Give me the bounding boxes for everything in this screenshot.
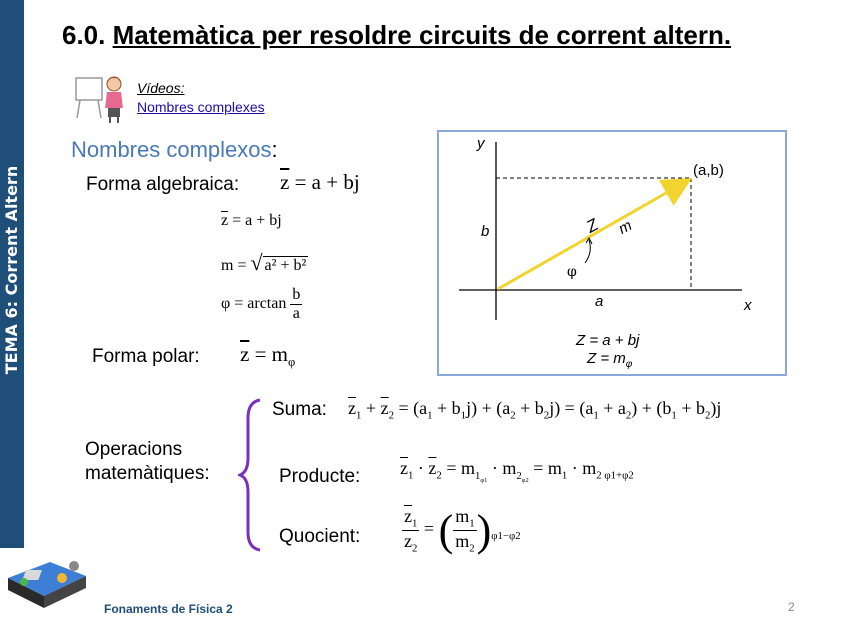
footer-text: Fonaments de Física 2 — [104, 602, 233, 616]
b-label: b — [481, 223, 490, 240]
producte-label: Producte: — [279, 466, 361, 487]
forma-polar-label: Forma polar: — [92, 346, 200, 367]
y-axis-label: y — [477, 135, 485, 152]
formula-phi — [221, 286, 302, 323]
circuit-logo-icon — [0, 548, 90, 612]
x-axis-label: x — [744, 297, 752, 314]
videos-link[interactable]: Nombres complexes — [137, 99, 265, 115]
title-text: Matemàtica per resoldre circuits de corrent altern. — [112, 20, 732, 50]
title-number: 6.0. — [62, 20, 106, 50]
section-heading-text: Nombres complexos — [71, 137, 272, 162]
operations-label — [85, 438, 210, 486]
formula-phi-num: b — [292, 286, 301, 303]
z-label: Z — [583, 215, 602, 237]
forma-algebraica-eq: $\overline{z} = a$ + bj — [280, 170, 360, 194]
point-label: (a,b) — [693, 162, 724, 179]
formula-z: $\overline{z} = a$ + bj — [221, 212, 282, 229]
phi-arc — [585, 240, 590, 263]
suma-eq: $\overline{z}_1 + \overline{z}_2 = (a_1 + b_1j) + (a_2 + b_2j) = (a_1 + a_2) + (b_1 + b_2)j$ — [348, 398, 722, 422]
complex-plane-svg — [437, 130, 787, 376]
m-label: m — [615, 216, 635, 238]
quocient-eq: $\frac{\overline{z}_1}{\overline{z}_2}$ = ( $\frac{m_1}{m_2}$ )$_{\varphi 1-\varphi 2}$ — [404, 506, 521, 555]
formula-m-prefix: m = — [221, 257, 251, 274]
teacher-icon — [72, 72, 130, 124]
caption-line2: $Z = m_\varphi$ — [587, 350, 633, 370]
formula-phi-den: a — [292, 305, 300, 322]
operations-brace — [238, 396, 268, 554]
sidebar-label: TEMA 6: Corrent Altern — [2, 165, 21, 375]
section-heading-colon: : — [271, 137, 278, 162]
phi-label: φ — [567, 264, 577, 280]
quocient-label: Quocient: — [279, 526, 361, 547]
a-label: a — [595, 293, 604, 310]
section-heading — [71, 137, 278, 163]
formula-phi-prefix: φ = arctan — [221, 295, 287, 313]
forma-algebraica-label: Forma algebraica: — [86, 174, 240, 195]
suma-label: Suma: — [272, 399, 327, 420]
caption-line1: Z = a + bj — [576, 332, 640, 349]
videos-label: Vídeos: — [137, 80, 185, 96]
forma-polar-sub: φ — [288, 355, 296, 370]
forma-polar-eq: $\overline{z} = m_\varphi$ — [240, 342, 296, 370]
formula-m-radicand: a² + b² — [264, 257, 307, 274]
page-number: 2 — [788, 600, 795, 614]
producte-eq: $\overline{z}_1 \cdot \overline{z}_2 = m_{1_{\varphi 1}} \cdot m_{2_{\varphi 2}} = m_1 \cdot m_{2 \varphi 1+\varphi 2}$ — [400, 458, 634, 484]
operations-label-line2: matemàtiques: — [85, 463, 210, 484]
page-title — [62, 20, 731, 51]
operations-label-line1: Operacions — [85, 439, 183, 460]
formula-m: m = √ a² + b² — [221, 250, 307, 275]
